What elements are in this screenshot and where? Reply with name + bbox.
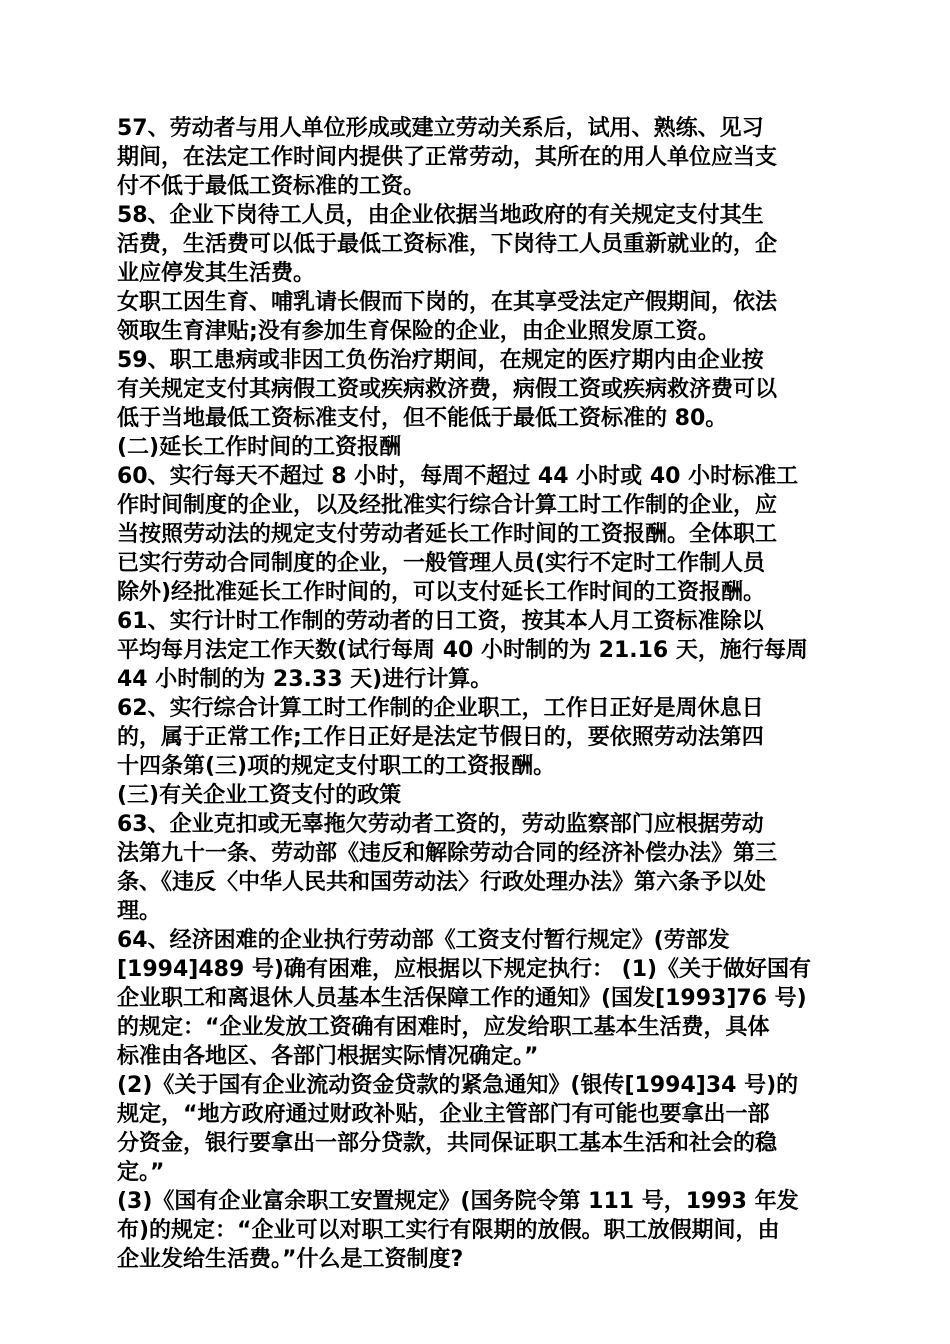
text-line: (三)有关企业工资支付的政策: [117, 783, 402, 808]
text-line: 平均每月法定工作天数(试行每周 40 小时制的为 21.16 天，施行每周: [117, 638, 808, 663]
text-line: 作时间制度的企业，以及经批准实行综合计算工时工作制的企业，应: [117, 493, 778, 518]
text-line: 的规定：“企业发放工资确有困难时，应发给职工基本生活费，具体: [117, 1015, 770, 1040]
text-line: 条、《违反〈中华人民共和国劳动法〉行政处理办法》第六条予以处: [117, 870, 767, 895]
text-line: 已实行劳动合同制度的企业，一般管理人员(实行不定时工作制人员: [117, 551, 766, 576]
text-line: 分资金，银行要拿出一部分贷款，共同保证职工基本生活和社会的稳: [117, 1131, 778, 1156]
text-line: 企业职工和离退休人员基本生活保障工作的通知》(国发[1993]76 号): [117, 986, 807, 1011]
text-line: 当按照劳动法的规定支付劳动者延长工作时间的工资报酬。全体职工: [117, 522, 778, 547]
text-line: 法第九十一条、劳动部《违反和解除劳动合同的经济补偿办法》第三: [117, 841, 778, 866]
text-line: 63、企业克扣或无辜拖欠劳动者工资的，劳动监察部门应根据劳动: [117, 812, 764, 837]
text-line: 布)的规定：“企业可以对职工实行有限期的放假。职工放假期间，由: [117, 1218, 780, 1243]
text-line: 64、经济困难的企业执行劳动部《工资支付暂行规定》(劳部发: [117, 928, 730, 953]
text-line: 期间，在法定工作时间内提供了正常劳动，其所在的用人单位应当支: [117, 145, 778, 170]
text-line: 活费，生活费可以低于最低工资标准，下岗待工人员重新就业的，企: [117, 232, 778, 257]
text-line: 57、劳动者与用人单位形成或建立劳动关系后，试用、熟练、见习: [117, 116, 764, 141]
text-line: (二)延长工作时间的工资报酬: [117, 435, 402, 460]
text-line: 低于当地最低工资标准支付，但不能低于最低工资标准的 80。: [117, 406, 728, 431]
text-line: 十四条第(三)项的规定支付职工的工资报酬。: [117, 754, 556, 779]
text-line: 59、职工患病或非因工负伤治疗期间，在规定的医疗期内由企业按: [117, 348, 764, 373]
text-line: 定。”: [117, 1160, 165, 1185]
text-line: 规定，“地方政府通过财政补贴，企业主管部门有可能也要拿出一部: [117, 1102, 770, 1127]
text-line: [1994]489 号)确有困难，应根据以下规定执行： (1)《关于做好国有: [117, 957, 812, 982]
text-line: 付不低于最低工资标准的工资。: [117, 174, 426, 199]
text-line: 领取生育津贴;没有参加生育保险的企业，由企业照发原工资。: [117, 319, 720, 344]
text-line: 业应停发其生活费。: [117, 261, 316, 286]
text-line: 61、实行计时工作制的劳动者的日工资，按其本人月工资标准除以: [117, 609, 764, 634]
text-line: 标准由各地区、各部门根据实际情况确定。”: [117, 1044, 539, 1069]
text-line: 女职工因生育、哺乳请长假而下岗的，在其享受法定产假期间，依法: [117, 290, 778, 315]
text-line: 60、实行每天不超过 8 小时，每周不超过 44 小时或 40 小时标准工: [117, 464, 799, 489]
document-body: [117, 114, 839, 1274]
text-line: 企业发给生活费。”什么是工资制度?: [117, 1247, 464, 1272]
text-line: 的，属于正常工作;工作日正好是法定节假日的，要依照劳动法第四: [117, 725, 764, 750]
text-line: (2)《关于国有企业流动资金贷款的紧急通知》(银传[1994]34 号)的: [117, 1073, 799, 1098]
text-line: 理。: [117, 899, 162, 924]
text-line: 62、实行综合计算工时工作制的企业职工，工作日正好是周休息日: [117, 696, 764, 721]
text-line: 44 小时制的为 23.33 天)进行计算。: [117, 667, 493, 692]
text-line: (3)《国有企业富余职工安置规定》(国务院令第 111 号，1993 年发: [117, 1189, 799, 1214]
text-line: 58、企业下岗待工人员，由企业依据当地政府的有关规定支付其生: [117, 203, 764, 228]
text-line: 除外)经批准延长工作时间的，可以支付延长工作时间的工资报酬。: [117, 580, 766, 605]
text-line: 有关规定支付其病假工资或疾病救济费，病假工资或疾病救济费可以: [117, 377, 778, 402]
